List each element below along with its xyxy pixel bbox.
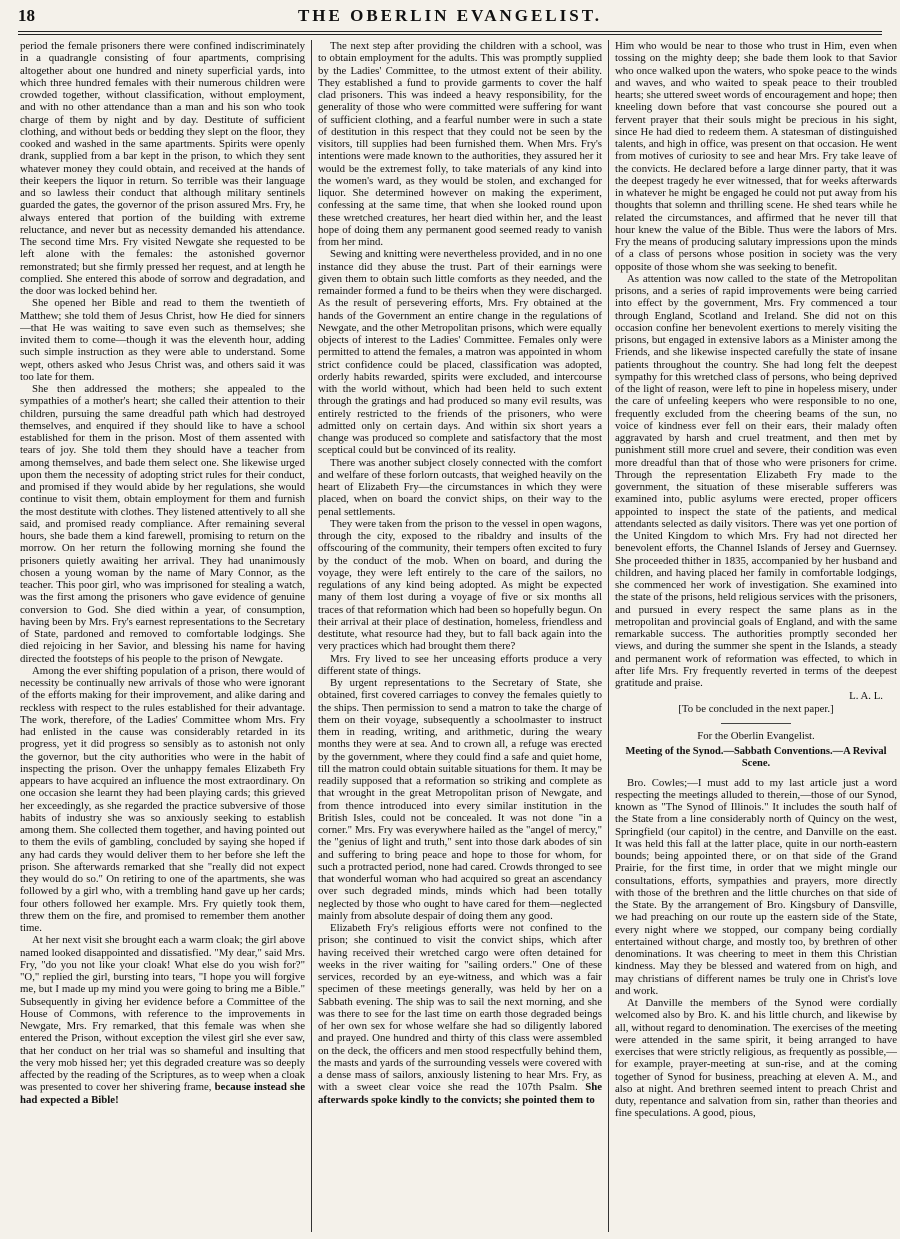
page-number: 18 bbox=[18, 6, 35, 25]
header-rule-top bbox=[18, 31, 882, 32]
paragraph: As attention was now called to the state of the Metropolitan prisons, and a series of rapid improvements were being carried into effect by the government, Mrs. Fry commenced a tour through England, Scotland and Ireland. She did not on this occasion confine her benevolent exertions to merely visiting the prisons, but engaged in extensive labors as a Minister among the Friends, and she likewise inspected carefully the state of insane patients throughout the country. She had long felt the deepest sympathy for this wretched class of persons, who being deprived of the light of reason, were left to pine in hopeless misery, under the care of unfeeling keepers who were responsible to no one, frequently excluded from the cheering beams of the sun, no voice of kindness ever fell on their ears, their malady often aggravated by harsh and cruel treatment, and then met by punishment still more cruel and severe, their condition was even more dreadful than that of those who were prisoners for crime. Through the representation Elizabeth Fry made to the government, the situation of these miserable sufferers was examined into, public asylums were erected, proper officers appointed to inspect the state of the patients, and medical attendants selected as daily visitors. There was yet one portion of the United Kingdom to which Mrs. Fry had not directed her benevolent efforts, the Channel Islands of Jersey and Guernsey. She proceeded thither in 1835, accompanied by her husband and children, and having placed her family in comfortable lodgings, she commenced her work of investigation. She examined into the state of the prisons, held religious services with the prisoners, and pursued in every respect the same plans as in the metropolitan and provincial goals of England, and with the same remarkable success. The authorities promptly seconded her views, and during the summer she spent in the Islands, a steady and permanent work of reformation was effected, to which in after life Mrs. Fry frequently reverted in terms of the deepest gratitude and praise. bbox=[615, 272, 897, 689]
paragraph: Mrs. Fry lived to see her unceasing efforts produce a very different state of things. bbox=[318, 652, 602, 677]
paragraph: By urgent representations to the Secretary of State, she obtained, first covered carriages to convey the females quietly to the ships. Then permission to send a matron to take the charge of them on their voyage, subsequently a schoolmaster to instruct them in reading, writing, and arithmetic, during the weary months they were at sea. And to crown all, a refuge was erected by the government, where they could find a safe and quiet home, till the matron could obtain suitable situations for them. It may be readily supposed that a reformation so striking and complete as that wrought in the great Metropolitan prison of Newgate, and from thence introduced into every similar institution in the British Isles, could not be concealed. It was not done "in a corner." Mrs. Fry was everywhere hailed as the "angel of mercy," the "genius of light and truth," sent into those dark abodes of sin and suffering to bring peace and hope to those for whom, for such a protracted period, none had cared. Crowds thronged to see that wonderful woman who had acquired so great an ascendancy over such degraded minds, minds which had been totally neglected by those who ought to have cared for them—neglected mainly from absolute despair of doing them any good. bbox=[318, 677, 602, 922]
paragraph: They were taken from the prison to the vessel in open wagons, through the city, exposed to the ribaldry and insults of the offscouring of the community, their tempers often excited to fury by the conduct of the mob. When on board, and during the voyage, they were left entirely to the care of the sailors, no regulations of any kind being adopted. As might be expected many of them lost during a voyage of five or six months all traces of that reformation which had been so hopefully begun. On their arrival at their place of destination, homeless, friendless and destitute, what resource had they, but to fall back again into the very practices which had brought them there? bbox=[318, 517, 602, 653]
column-divider-1 bbox=[311, 40, 312, 1232]
paragraph: Bro. Cowles;—I must add to my last article just a word respecting the meetings alluded to therein,—those of our Synod, known as "The Synod of Illinois." It includes the south half of the State from a line considerably north of Quincy on the west, Springfield (our capitol) in the centre, and Danville on the east. It was held this fall at the latter place, quite in our north-eastern bounds; being appointed there, or on that side of the Grand Prairie, for the first time, in order that we might mingle our consultations, efforts, sympathies and prayers, more directly with those of the brethren and the little churches on that side of the State. By the arrangement of Bro. Kingsbury of Dansville, we had preaching on our route up the eastern side of the State, every night where we stopped, our company being cordially entertained without charge, and mostly too, by brethren of other denominations. It was cheering to meet in them this Christian kindness. May they be blessed and watered from on high, and may christians of different names be truly one in Christ's love and work. bbox=[615, 776, 897, 997]
author-signature: L. A. L. bbox=[849, 690, 883, 703]
paragraph-text: At her next visit she brought each a warm cloak; the girl above named looked disappointed and dissatisfied. "My dear," said Mrs. Fry, "do you not like your cloak! What else do you wish for?" "O," replied the girl, bursting into tears, "I hope you will forgive me, but I made up my mind you were going to bring me a Bible." Subsequently in giving her evidence before a Committee of the House of Commons, with reference to the improvements in Newgate, Mrs. Fry remarked, that this female was when she entered the Prison, without exception the vilest girl she ever saw, that her conduct on her trial was so shameful and insulting that the very mob hissed her; yet this degraded creature was so deeply affected by the reading of the Scriptures, as to weep when a cloak was presented to cover her shivering frame, bbox=[20, 934, 305, 1094]
paragraph bbox=[318, 922, 602, 1106]
submission-line: For the Oberlin Evangelist. bbox=[697, 729, 815, 742]
paragraph: The next step after providing the children with a school, was to obtain employment for the adults. This was promptly supplied by the Ladies' Committee, to the utmost extent of their ability. They established a fund to provide garments to cover the half clad prisoners. This was indeed a heavy responsibility, for the generality of those who were committed were suffering for want of sufficient clothing, and a fearful number were in such a state of destitution in this respect that they could not be seen by the visitors, till supplies had been furnished them. When Mrs. Fry's intentions were made known to the authorities, they assured her it would be the extremest folly, to take materials of any kind into the women's ward, as they would be stolen, and exchanged for liquor. She determined however on making the experiment, confessing at the same time, that when she looked round upon these wretched creatures, her heart died within her, and the least hope of doing them any permanent good seemed ready to vanish from her mind. bbox=[318, 40, 602, 248]
paragraph bbox=[20, 934, 305, 1106]
continuation-note: [To be concluded in the next paper.] bbox=[678, 702, 834, 715]
masthead-title: THE OBERLIN EVANGELIST. bbox=[297, 6, 603, 25]
column-3 bbox=[615, 40, 897, 1235]
article-divider bbox=[721, 723, 791, 724]
paragraph: At Danville the members of the Synod were cordially welcomed also by Bro. K. and his little church, and likewise by all, without regard to denomination. The exercises of the meeting were attended in the same spirit, it being arranged to have exercises that were strictly religious, as frequently as possible,—for example, prayer-meeting at sun-rise, and at the coming together of Synod for business, preaching at eleven A. M., and also at night. And brethren seemed intent to preach Christ and duty, repentance and salvation from sin, rather than theories and fine speculations. A good, pious, bbox=[615, 997, 897, 1120]
paragraph: Him who would be near to those who trust in Him, even when tossing on the mighty deep; she bade them look to that Savior who once walked upon the waters, who spoke peace to the winds and waves, and who waited to speak peace to their troubled hearts; she uttered sweet words of encouragement and hope; then kneeling down before that vast concourse she poured out a fervent prayer that their souls might be precious in his sight, since He had died to redeem them. A statesman of distinguished talents, and high in office, was present on that occasion. He went from motives of curiosity to see and hear Mrs. Fry take leave of the convicts. He declared before a large dinner party, that it was the deepest tragedy he ever witnessed, that for weeks afterwards in whatever he might be engaged he could not put away from his thoughts that solemn and thrilling scene. He shed tears while he related the circumstances, and affirmed that he never till that hour knew the value of the Bible. Thus were the labors of Mrs. Fry the means of producing salutary impressions upon the minds of a class of persons whose position in society was the very opposite of those whom she was seeking to benefit. bbox=[615, 40, 897, 273]
column-divider-2 bbox=[608, 40, 609, 1232]
paragraph: She then addressed the mothers; she appealed to the sympathies of a mother's heart; she called their attention to their children, pursuing the same dreadful path which had destroyed themselves, and enquired if they should like to have a school established for them in the prison. Most of them assented with tears of joy. She told them they should have a teacher from among themselves, and bade them select one. She likewise urged upon them the necessity of adopting strict rules for their conduct, and promised if they would abide by her regulations, she would continue to visit them, obtain employment for them and furnish the most destitute with clothes. They listened attentively to all she said, and promised ready compliance. After remaining several hours, she bade them a kind farewell, promising to return on the morrow. On her return the following morning she found the prisoners quietly awaiting her arrival. They had unanimously chosen a young woman by the name of Mary Connor, as the teacher. This poor girl, who was imprisoned for stealing a watch, was the first among the prisoners who gave evidence of genuine conversion to God. She died within a year, of consumption, having been by Mrs. Fry's earnest representations to the Secretary of State, pardoned and removed to comfortable lodgings. She died rejoicing in her Savior, and blessing his name for having directed the footsteps of his people to the prison of Newgate. bbox=[20, 383, 305, 665]
paragraph: Sewing and knitting were nevertheless provided, and in no one instance did they abuse the trust. Part of their earnings were given them to obtain such little comforts as they needed, and the remainder formed a fund to be theirs when they were discharged. As the result of persevering efforts, Mrs. Fry obtained at the hands of the Government an entire change in the regulations of Newgate, and the other Metropolitan prisons, which were equally objects of interest to the Ladies' Committee. Females only were permitted to attend the females, a matron was appointed in whom strict confidence could be placed, classification was adopted, orderly habits rewarded, spirits were excluded, and intercourse with the world without, which had been held to such extent through the gratings and had produced so many evil results, was entirely restricted to the friends of the prisoners, who were admitted only on certain days. And within six short years a change was produced so complete and satisfactory that the most sceptical could but be convinced of its reality. bbox=[318, 248, 602, 457]
paragraph-text: Elizabeth Fry's religious efforts were not confined to the prison; she continued to visit the convict ships, which after having received their wretched cargo were often detained for weeks in the river waiting for "sailing orders." One of these services, recorded by an eye-witness, and which was a fair specimen of these meetings generally, was held by her on a Sabbath evening. The ship was to sail the next morning, and she was there to see for the last time on earth those degraded beings of her own sex for whose welfare she had so diligently labored and prayed. One hundred and thirty of this class were assembled on the deck, the officers and men stood respectfully behind them, the masts and yards of the surrounding vessels were covered with a dense mass of sailors, anxiously listening to hear Mrs. Fry, as with a sweet clear voice she read the 107th Psalm. bbox=[318, 922, 602, 1094]
paragraph: Among the ever shifting population of a prison, there would of necessity be continually new arrivals of those who were ignorant of the efforts making for their improvement, and alike daring and reckless with respect to the rules established for their advantage. The work, therefore, of the Ladies' Committee whom Mrs. Fry had enlisted in the cause was considerably retarded in its progress, yet it did progress so sensibly as to astonish not only the governor, but the city authorities who were in the habit of inspecting the prison. Over the unhappy females Elizabeth Fry appears to have acquired an influence the most extraordinary. On one occasion she learnt they had been playing cards; this grieved her exceedingly, as she regarded the practice subversive of those habits of industry she was so anxiously seeking to establish among them. She collected them together, and having pointed out to them the evils of gambling, concluded by saying she hoped if any had cards they would deliver them to her before she left the prison. She afterwards remarked that she "really did not expect they would do so." On retiring to one of the apartments, she was followed by a girl who, with a trembling hand gave up her cards; four others followed her example. Mrs. Fry quietly took them, threw them on the fire, and promised to remember them another time. bbox=[20, 664, 305, 934]
paragraph: period the female prisoners there were confined indiscriminately in a quadrangle consisting of four apartments, comprising altogether about one hundred and ninety superficial yards, into which three hundred females with their numerous children were crowded together, without classification, without employment, and with no other attendance than a man and his son who took charge of them by night and by day. Destitute of sufficient clothing, and without beds or bedding they slept on the floor, they cooked and washed in the same apartments. Spirits were openly drank, supplied from a bar kept in the prison, to which they sent whatever money they could obtain, and received at the hands of their keepers the liquor in return. So terrible was their language and so lawless their conduct that although military sentinels guarded the gates, the governor of the prison assured Mrs. Fry, he always entered that portion of the building with extreme reluctance, and never but as necessity demanded his attendance. The second time Mrs. Fry visited Newgate she requested to be left alone with the females: the astonished governor remonstrated; but she firmly pressed her request, and at length he complied. She entered this abode of sorrow and degradation, and the door was locked behind her. bbox=[20, 40, 305, 297]
paragraph-end-bold: because instead she had expected a Bible! bbox=[20, 1081, 305, 1106]
article-heading: Meeting of the Synod.—Sabbath Conventions.—A Revival Scene. bbox=[625, 746, 887, 770]
paragraph-end-bold: She afterwards spoke kindly to the convicts; she pointed them to bbox=[318, 1081, 602, 1106]
paragraph: She opened her Bible and read to them the twentieth of Matthew; she told them of Jesus Christ, how He died for sinners—that He was waiting to save even such as themselves; she invited them to come—though it was the eleventh hour, adding such simple instruction as they were able to understand. Some wept, others asked who Jesus Christ was, and others said it was too late for them. bbox=[20, 297, 305, 383]
header-rule-bottom bbox=[18, 34, 882, 35]
paragraph: There was another subject closely connected with the comfort and welfare of these forlorn outcasts, that weighed heavily on the heart of Elizabeth Fry—the circumstances in which they were placed, when on board the convict ships, on their way to the penal settlements. bbox=[318, 456, 602, 518]
column-1 bbox=[20, 40, 305, 1235]
column-2 bbox=[318, 40, 602, 1235]
page-header bbox=[18, 4, 882, 30]
